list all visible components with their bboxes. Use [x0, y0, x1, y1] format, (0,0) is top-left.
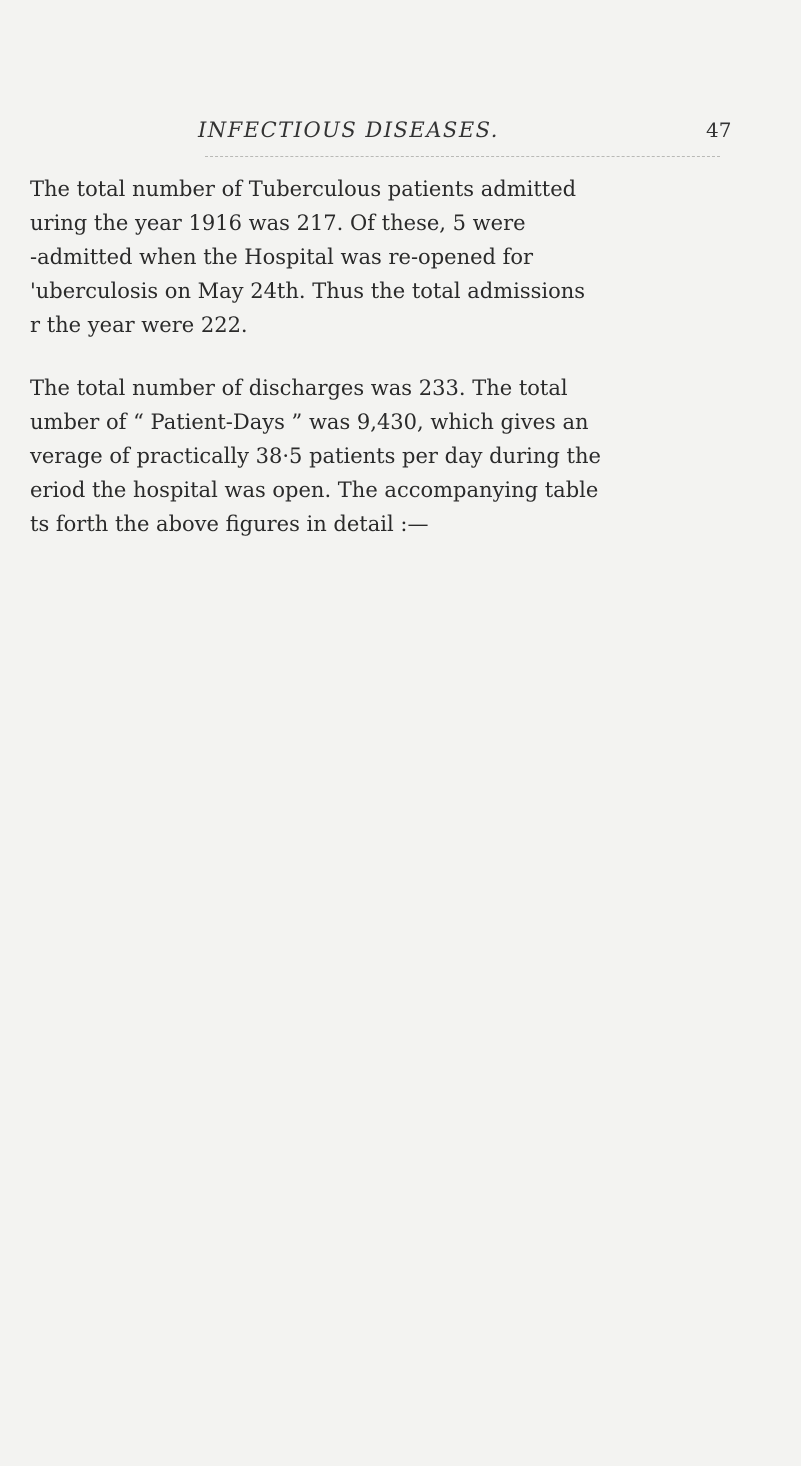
paragraph-line: verage of practically 38·5 patients per day during the: [30, 444, 601, 468]
running-title: INFECTIOUS DISEASES.: [198, 118, 499, 142]
paragraph-line: The total number of discharges was 233. The total: [30, 376, 568, 400]
paragraph-line: r the year were 222.: [30, 313, 248, 337]
header-rule: [205, 156, 720, 157]
paragraph-line: 'uberculosis on May 24th. Thus the total admissions: [30, 279, 586, 303]
paragraph-line: uring the year 1916 was 217. Of these, 5 were: [30, 211, 526, 235]
page-number: 47: [706, 118, 732, 142]
paragraph-discharges: [30, 371, 790, 541]
paragraph-line: The total number of Tuberculous patients admitted: [30, 177, 577, 201]
paragraph-admissions: [30, 172, 790, 342]
paragraph-line: umber of “ Patient-Days ” was 9,430, which gives an: [30, 410, 589, 434]
page-header: [0, 118, 801, 148]
paragraph-line: eriod the hospital was open. The accompanying table: [30, 478, 599, 502]
paragraph-line: -admitted when the Hospital was re-opened for: [30, 245, 534, 269]
paragraph-line: ts forth the above figures in detail :—: [30, 512, 429, 536]
